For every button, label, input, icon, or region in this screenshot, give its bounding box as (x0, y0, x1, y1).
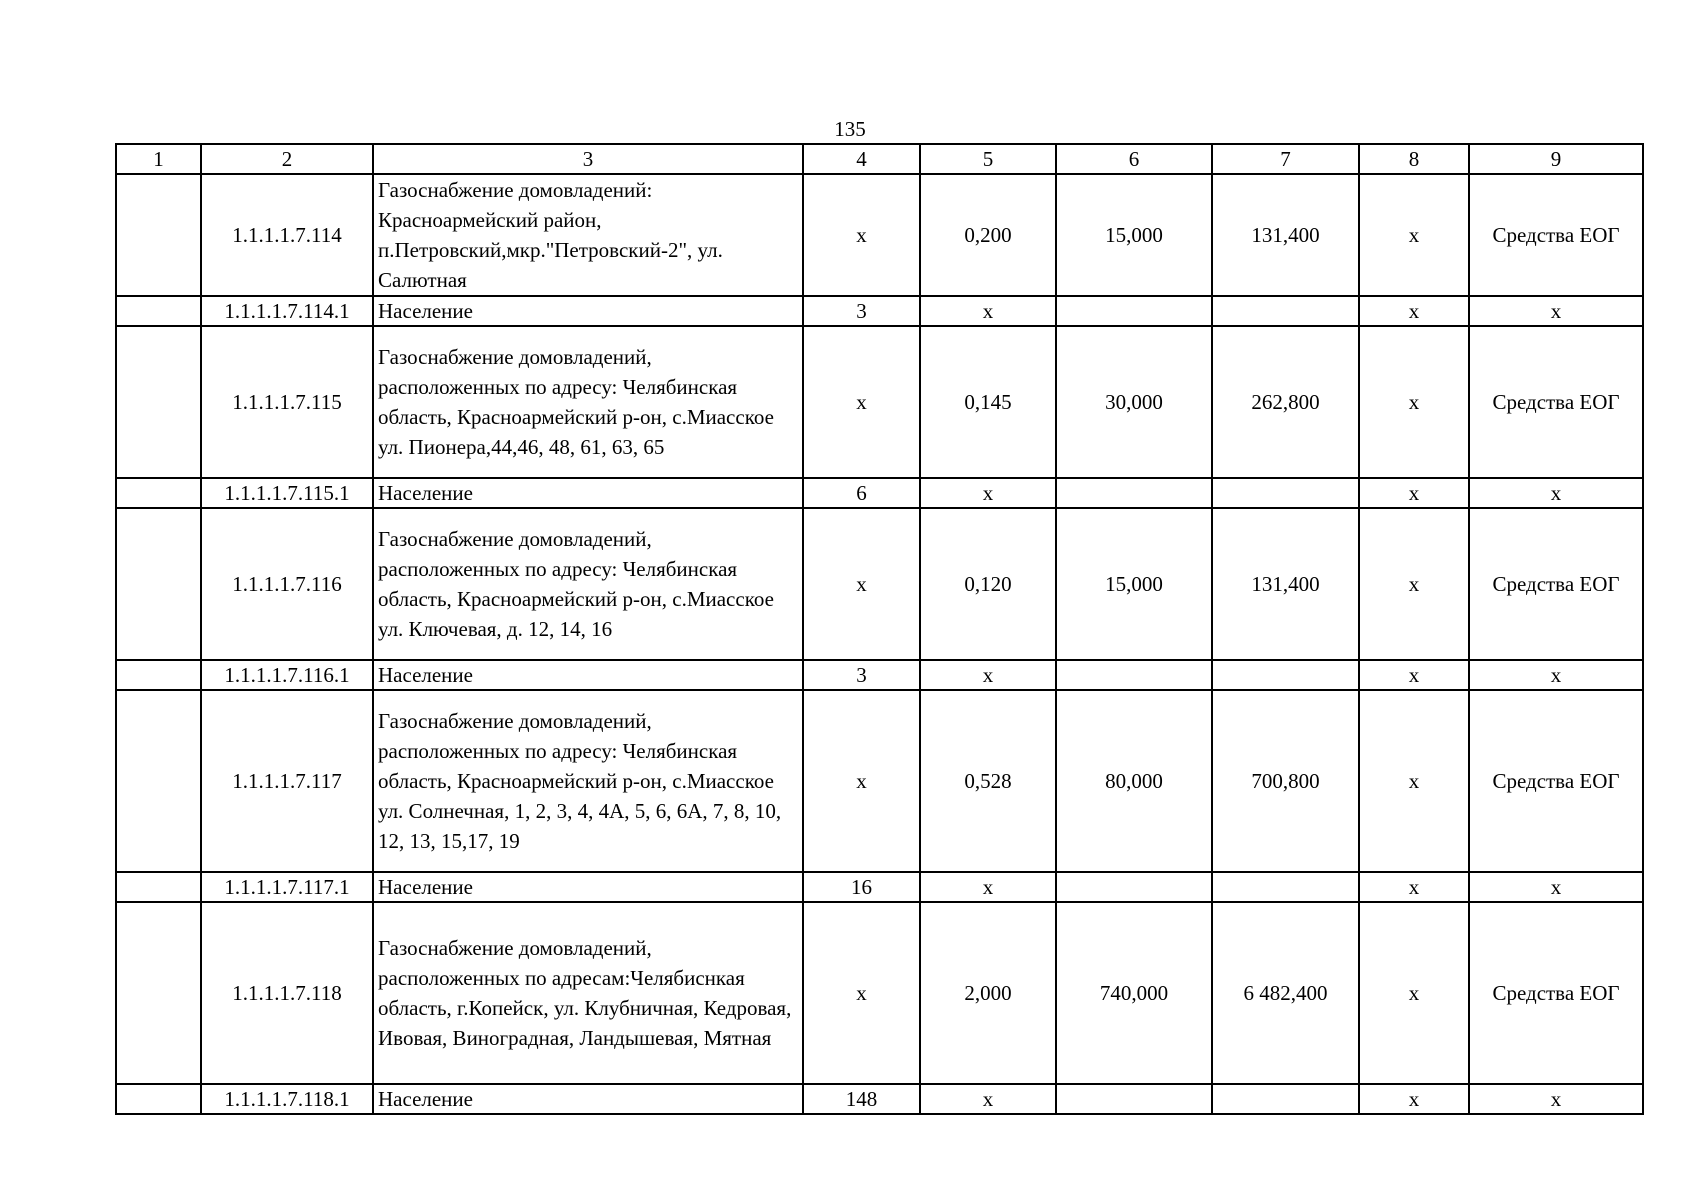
cell-col7: 131,400 (1212, 174, 1359, 296)
cell-col5: х (920, 1084, 1056, 1114)
table-header-row (116, 144, 1643, 174)
cell-col1 (116, 902, 201, 1084)
cell-col4: х (803, 690, 920, 872)
cell-col6 (1056, 872, 1212, 902)
cell-col5: 0,145 (920, 326, 1056, 478)
cell-description: Население (373, 296, 803, 326)
cell-code: 1.1.1.1.7.118 (201, 902, 373, 1084)
table-row (116, 326, 1643, 478)
cell-code: 1.1.1.1.7.114 (201, 174, 373, 296)
table-row (116, 690, 1643, 872)
cell-col1 (116, 296, 201, 326)
table-row (116, 478, 1643, 508)
table-row (116, 1084, 1643, 1114)
column-header: 2 (201, 144, 373, 174)
cell-col5: 0,200 (920, 174, 1056, 296)
cell-col1 (116, 1084, 201, 1114)
column-header: 7 (1212, 144, 1359, 174)
cell-description: Газоснабжение домовладений: Красноармейский район, п.Петровский,мкр."Петровский-2", ул. Салютная (373, 174, 803, 296)
cell-col7 (1212, 1084, 1359, 1114)
cell-description: Газоснабжение домовладений, расположенных по адресу: Челябинская область, Красноармейский р-он, с.Миасское ул. Пионера,44,46, 48, 61, 63, 65 (373, 326, 803, 478)
cell-source: Средства ЕОГ (1469, 508, 1643, 660)
cell-col4: х (803, 174, 920, 296)
cell-col7: 700,800 (1212, 690, 1359, 872)
cell-code: 1.1.1.1.7.118.1 (201, 1084, 373, 1114)
cell-col5: 2,000 (920, 902, 1056, 1084)
page-number: 135 (834, 117, 866, 141)
cell-col1 (116, 508, 201, 660)
table-row (116, 174, 1643, 296)
cell-description: Газоснабжение домовладений, расположенных по адресам:Челябиснкая область, г.Копейск, ул. Клубничная, Кедровая, Ивовая, Виноградная, Ландышевая, Мятная (373, 902, 803, 1084)
cell-col8: х (1359, 690, 1469, 872)
cell-col4: 16 (803, 872, 920, 902)
cell-col5: х (920, 872, 1056, 902)
cell-col8: х (1359, 660, 1469, 690)
cell-code: 1.1.1.1.7.115.1 (201, 478, 373, 508)
cell-code: 1.1.1.1.7.114.1 (201, 296, 373, 326)
cell-col4: 3 (803, 296, 920, 326)
cell-description: Газоснабжение домовладений, расположенных по адресу: Челябинская область, Красноармейский р-он, с.Миасское ул. Солнечная, 1, 2, 3, 4, 4А, 5, 6, 6А, 7, 8, 10, 12, 13, 15,17, 19 (373, 690, 803, 872)
cell-col7: 6 482,400 (1212, 902, 1359, 1084)
cell-col4: 6 (803, 478, 920, 508)
cell-col1 (116, 660, 201, 690)
column-header: 4 (803, 144, 920, 174)
cell-col8: х (1359, 326, 1469, 478)
column-header: 9 (1469, 144, 1643, 174)
cell-col6 (1056, 296, 1212, 326)
cell-col6 (1056, 660, 1212, 690)
column-header: 8 (1359, 144, 1469, 174)
table-row (116, 872, 1643, 902)
column-header: 3 (373, 144, 803, 174)
cell-source: х (1469, 296, 1643, 326)
cell-col1 (116, 478, 201, 508)
column-header: 6 (1056, 144, 1212, 174)
cell-source: Средства ЕОГ (1469, 690, 1643, 872)
cell-col4: х (803, 326, 920, 478)
cell-col5: х (920, 478, 1056, 508)
cell-col5: 0,120 (920, 508, 1056, 660)
table-row (116, 660, 1643, 690)
cell-code: 1.1.1.1.7.117 (201, 690, 373, 872)
cell-col7: 262,800 (1212, 326, 1359, 478)
cell-col8: х (1359, 174, 1469, 296)
cell-col4: х (803, 902, 920, 1084)
table-row (116, 296, 1643, 326)
cell-col5: х (920, 296, 1056, 326)
cell-col1 (116, 174, 201, 296)
cell-description: Население (373, 478, 803, 508)
cell-code: 1.1.1.1.7.115 (201, 326, 373, 478)
cell-col7 (1212, 296, 1359, 326)
cell-col7 (1212, 478, 1359, 508)
table-row (116, 508, 1643, 660)
cell-code: 1.1.1.1.7.116.1 (201, 660, 373, 690)
cell-source: х (1469, 1084, 1643, 1114)
cell-code: 1.1.1.1.7.116 (201, 508, 373, 660)
table-row (116, 902, 1643, 1084)
cell-source: х (1469, 478, 1643, 508)
cell-col6: 30,000 (1056, 326, 1212, 478)
cell-source: Средства ЕОГ (1469, 902, 1643, 1084)
cell-col8: х (1359, 296, 1469, 326)
data-table (115, 143, 1644, 1115)
column-header: 1 (116, 144, 201, 174)
cell-source: Средства ЕОГ (1469, 174, 1643, 296)
cell-col7: 131,400 (1212, 508, 1359, 660)
cell-col8: х (1359, 902, 1469, 1084)
cell-source: х (1469, 660, 1643, 690)
cell-code: 1.1.1.1.7.117.1 (201, 872, 373, 902)
cell-col6 (1056, 1084, 1212, 1114)
cell-source: х (1469, 872, 1643, 902)
cell-description: Население (373, 1084, 803, 1114)
cell-description: Население (373, 872, 803, 902)
cell-col6: 15,000 (1056, 508, 1212, 660)
cell-col1 (116, 326, 201, 478)
cell-col8: х (1359, 478, 1469, 508)
cell-source: Средства ЕОГ (1469, 326, 1643, 478)
cell-col6: 15,000 (1056, 174, 1212, 296)
cell-description: Население (373, 660, 803, 690)
cell-col7 (1212, 660, 1359, 690)
cell-col4: 3 (803, 660, 920, 690)
cell-col1 (116, 872, 201, 902)
cell-col8: х (1359, 872, 1469, 902)
cell-description: Газоснабжение домовладений, расположенных по адресу: Челябинская область, Красноармейский р-он, с.Миасское ул. Ключевая, д. 12, 14, 16 (373, 508, 803, 660)
column-header: 5 (920, 144, 1056, 174)
cell-col6 (1056, 478, 1212, 508)
cell-col1 (116, 690, 201, 872)
cell-col4: 148 (803, 1084, 920, 1114)
cell-col5: 0,528 (920, 690, 1056, 872)
cell-col4: х (803, 508, 920, 660)
cell-col7 (1212, 872, 1359, 902)
cell-col6: 740,000 (1056, 902, 1212, 1084)
cell-col6: 80,000 (1056, 690, 1212, 872)
cell-col8: х (1359, 1084, 1469, 1114)
cell-col8: х (1359, 508, 1469, 660)
cell-col5: х (920, 660, 1056, 690)
